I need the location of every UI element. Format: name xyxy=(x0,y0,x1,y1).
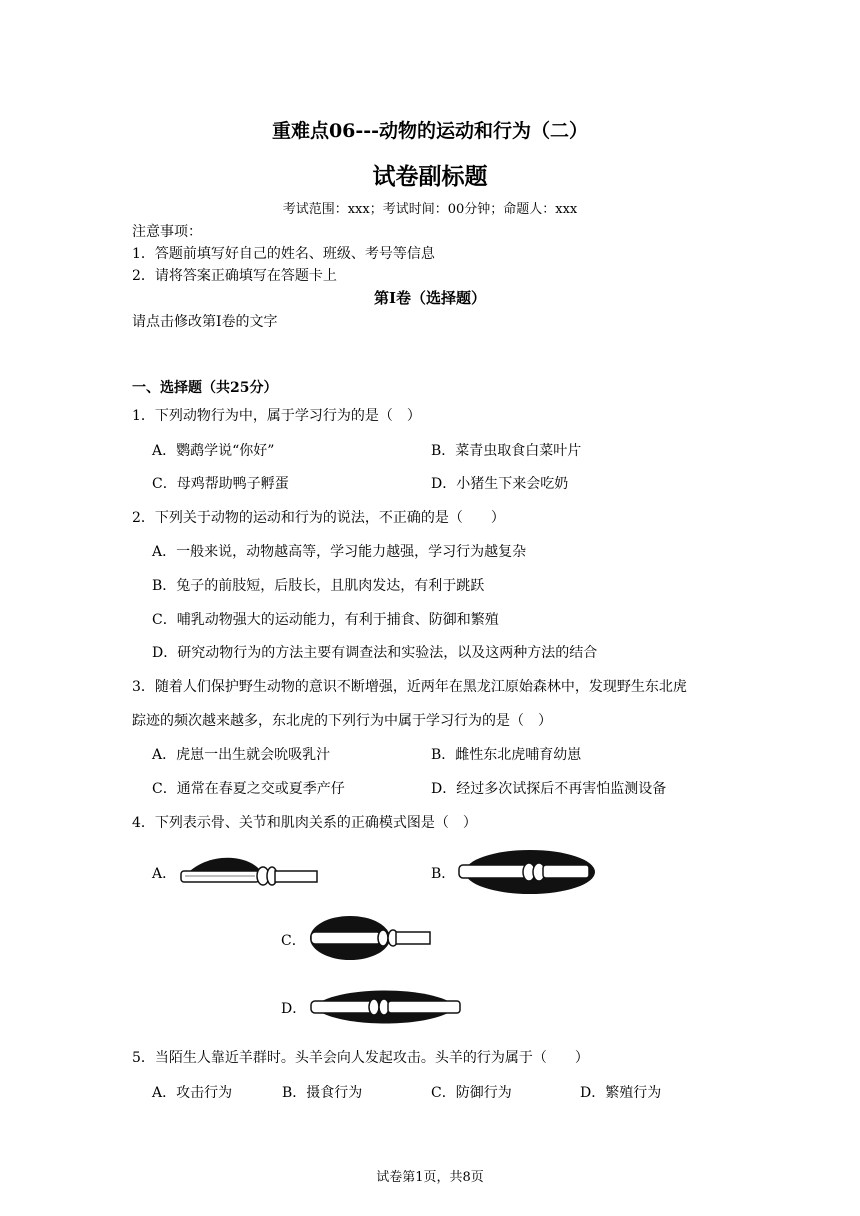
part-title: 一、选择题（共25分） xyxy=(132,380,278,396)
option-c-label: C． xyxy=(281,933,306,949)
option-d: D．小猪生下来会吃奶 xyxy=(431,476,569,492)
question-stem-line2: 踪迹的频次越来越多，东北虎的下列行为中属于学习行为的是（ ） xyxy=(132,713,552,729)
option-a: A．一般来说，动物越高等，学习能力越强，学习行为越复杂 xyxy=(152,544,527,560)
question-stem: 2．下列关于动物的运动和行为的说法，不正确的是（ ） xyxy=(132,510,505,526)
option-a: A．攻击行为 xyxy=(152,1085,233,1101)
option-b: B．摄食行为 xyxy=(282,1085,363,1101)
exam-title: 重难点06---动物的运动和行为（二） xyxy=(271,120,589,142)
option-d: D．研究动物行为的方法主要有调查法和实验法，以及这两种方法的结合 xyxy=(152,645,598,661)
exam-info: 考试范围：xxx；考试时间：00分钟；命题人：xxx xyxy=(282,202,578,217)
option-c: C．防御行为 xyxy=(431,1085,512,1101)
option-d-label: D． xyxy=(281,1001,307,1017)
question-stem: 1．下列动物行为中，属于学习行为的是（ ） xyxy=(132,408,421,424)
option-d: D．繁殖行为 xyxy=(580,1085,662,1101)
diagram-b-bone-muscle xyxy=(455,846,595,896)
option-c: C．哺乳动物强大的运动能力，有利于捕食、防御和繁殖 xyxy=(152,612,499,628)
option-a: A．虎崽一出生就会吮吸乳汁 xyxy=(152,747,331,763)
option-b: B．雌性东北虎哺育幼崽 xyxy=(431,747,582,763)
section-title: 第I卷（选择题） xyxy=(373,289,487,307)
question-stem-line1: 3．随着人们保护野生动物的意识不断增强，近两年在黑龙江原始森林中，发现野生东北虎 xyxy=(132,679,687,695)
page-footer: 试卷第1页，共8页 xyxy=(376,1170,484,1185)
notice-heading: 注意事项： xyxy=(132,224,202,240)
option-a-label: A． xyxy=(152,866,177,882)
option-b-label: B． xyxy=(431,866,456,882)
option-c: C．通常在春夏之交或夏季产仔 xyxy=(152,781,345,797)
option-a: A．鹦鹉学说“你好” xyxy=(152,443,275,459)
option-b: B．菜青虫取食白菜叶片 xyxy=(431,443,582,459)
section-note: 请点击修改第I卷的文字 xyxy=(132,314,278,330)
diagram-a-bone-muscle xyxy=(175,854,320,894)
option-d: D．经过多次试探后不再害怕监测设备 xyxy=(431,781,667,797)
diagram-d-bone-muscle xyxy=(305,985,465,1030)
notice-item: 1．答题前填写好自己的姓名、班级、考号等信息 xyxy=(132,246,435,262)
question-stem: 5．当陌生人靠近羊群时。头羊会向人发起攻击。头羊的行为属于（ ） xyxy=(132,1050,589,1066)
exam-subtitle: 试卷副标题 xyxy=(372,164,488,190)
option-c: C．母鸡帮助鸭子孵蛋 xyxy=(152,476,289,492)
notice-item: 2．请将答案正确填写在答题卡上 xyxy=(132,268,337,284)
option-b: B．兔子的前肢短，后肢长，且肌肉发达，有利于跳跃 xyxy=(152,578,485,594)
diagram-c-bone-muscle xyxy=(305,913,435,963)
question-stem: 4．下列表示骨、关节和肌肉关系的正确模式图是（ ） xyxy=(132,815,477,831)
